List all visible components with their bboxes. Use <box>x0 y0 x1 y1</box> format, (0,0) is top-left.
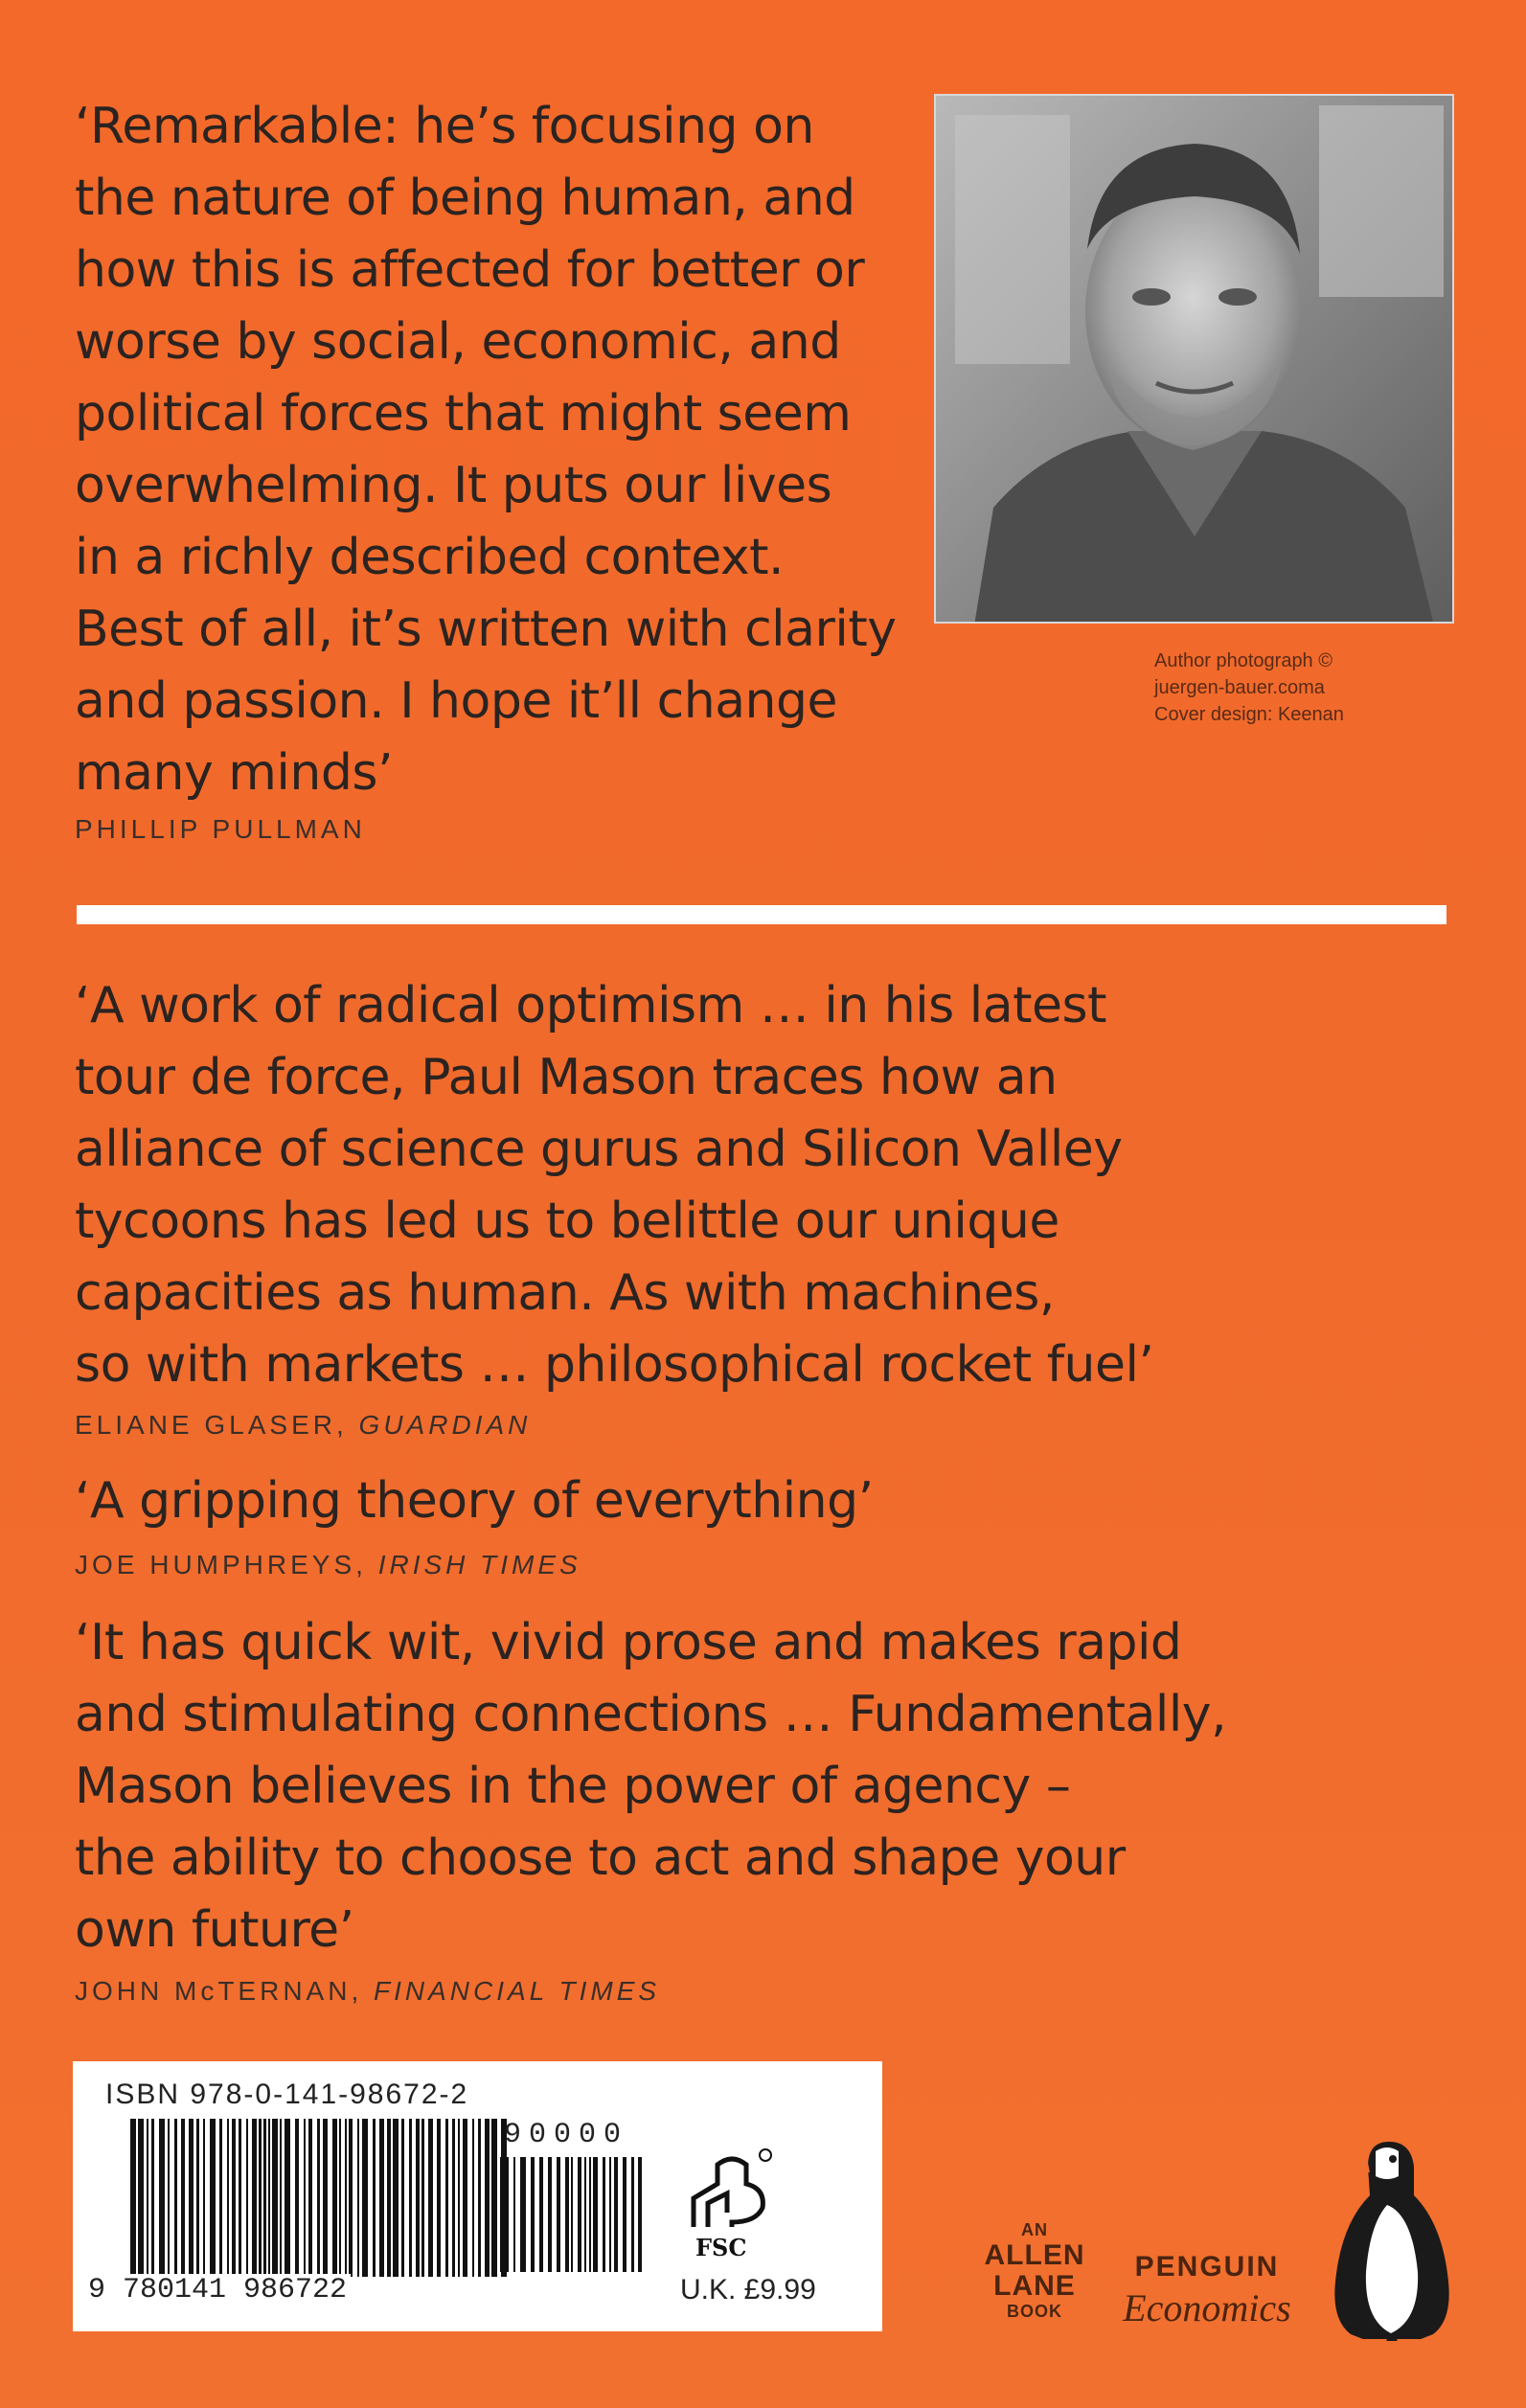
barcode-bar <box>452 2119 455 2277</box>
barcode-bar <box>323 2119 328 2277</box>
barcode-bar <box>174 2119 177 2277</box>
author-photo <box>934 94 1454 624</box>
barcode-bar <box>339 2119 341 2277</box>
barcode-bar <box>345 2119 347 2277</box>
barcode-bar <box>246 2119 248 2277</box>
barcode-bar <box>189 2119 194 2277</box>
divider-rule <box>77 905 1446 924</box>
barcode-bar <box>232 2119 236 2277</box>
allen-lane-allen: ALLEN <box>984 2239 1085 2271</box>
barcode-bar <box>362 2119 368 2277</box>
barcode-bar <box>181 2119 185 2277</box>
barcode-bar <box>401 2119 404 2277</box>
author-photo-image <box>936 96 1454 624</box>
barcode-bar <box>349 2119 353 2277</box>
barcode-bar <box>373 2119 376 2277</box>
attribution-author: PHILLIP PULLMAN <box>75 814 366 844</box>
barcode-bar <box>263 2119 266 2277</box>
penguin-logo-icon <box>1330 2138 1454 2351</box>
price-code: 90000 <box>504 2119 629 2151</box>
barcode-bar <box>472 2119 474 2277</box>
barcode-bar <box>593 2157 598 2272</box>
barcode-bar <box>623 2157 626 2272</box>
penguin-economics-label <box>1102 2251 1312 2330</box>
barcode-bar <box>210 2119 216 2277</box>
barcode-bar <box>304 2119 306 2277</box>
barcode-bar <box>295 2119 299 2277</box>
barcode-bar <box>463 2119 467 2277</box>
barcode-bar <box>458 2119 460 2277</box>
barcode-panel <box>73 2061 882 2331</box>
barcode-bar <box>272 2119 278 2277</box>
barcode-bar <box>151 2119 154 2277</box>
barcode-bar <box>421 2119 424 2277</box>
barcode-bar <box>280 2119 282 2277</box>
barcode-bar <box>589 2157 591 2272</box>
barcode-bar <box>196 2119 199 2277</box>
series-name: Economics <box>1123 2286 1291 2329</box>
barcode-bar <box>614 2157 618 2272</box>
isbn-text: ISBN 978-0-141-98672-2 <box>105 2079 469 2110</box>
barcode-bar <box>409 2119 412 2277</box>
barcode-bar <box>565 2157 569 2272</box>
barcode-bar <box>357 2119 359 2277</box>
attribution-author: ELIANE GLASER, <box>75 1410 359 1440</box>
barcode-bar <box>557 2157 560 2272</box>
barcode-bar <box>252 2119 257 2277</box>
barcode-bar <box>531 2157 535 2272</box>
fsc-tree-logo-icon <box>674 2146 780 2241</box>
attribution-pullman <box>75 814 366 845</box>
photo-credits: Author photograph © juergen-bauer.coma Cover design: Keenan <box>1154 650 1344 725</box>
barcode-bar <box>159 2119 165 2277</box>
barcode-bar <box>571 2157 573 2272</box>
barcode-bar <box>138 2119 144 2277</box>
attribution-source: FINANCIAL TIMES <box>374 1976 661 2006</box>
barcode-bar <box>578 2157 581 2272</box>
allen-lane-book: BOOK <box>1007 2302 1062 2321</box>
barcode-bar <box>513 2157 515 2272</box>
barcode-bar <box>609 2157 611 2272</box>
barcode-bar <box>259 2119 262 2277</box>
penguin-brand: PENGUIN <box>1134 2251 1280 2283</box>
attribution-source: IRISH TIMES <box>377 1550 581 1579</box>
barcode-bar <box>379 2119 384 2277</box>
barcode-bar <box>203 2119 205 2277</box>
allen-lane-lane: LANE <box>993 2270 1076 2302</box>
barcode-bar <box>445 2119 448 2277</box>
attribution-source: GUARDIAN <box>358 1410 532 1440</box>
barcode-bar <box>428 2119 433 2277</box>
barcode-bar <box>317 2119 320 2277</box>
barcode-bar <box>603 2157 605 2272</box>
barcode-bar <box>268 2119 270 2277</box>
barcode-bar <box>631 2157 634 2272</box>
barcode-bar <box>478 2119 481 2277</box>
attribution-author: JOHN McTERNAN, <box>75 1976 374 2006</box>
price: U.K. £9.99 <box>680 2274 816 2306</box>
barcode-bar <box>548 2157 552 2272</box>
barcode-bar <box>219 2119 222 2277</box>
allen-lane-logo <box>977 2220 1092 2322</box>
addon-barcode-icon <box>494 2157 648 2282</box>
barcode-bar <box>416 2119 420 2277</box>
barcode-bar <box>147 2119 148 2277</box>
barcode-bar <box>539 2157 543 2272</box>
barcode-bar <box>285 2119 290 2277</box>
barcode-bar <box>130 2119 136 2277</box>
barcode-bar <box>308 2119 312 2277</box>
barcode-bar <box>387 2119 391 2277</box>
barcode-bar <box>168 2119 170 2277</box>
barcode-bar <box>332 2119 337 2277</box>
attribution-glaser <box>75 1410 531 1441</box>
barcode-bar <box>239 2119 241 2277</box>
barcode-bar <box>393 2119 399 2277</box>
barcode-bar <box>227 2119 229 2277</box>
allen-lane-an: AN <box>1021 2220 1048 2239</box>
barcode-bar <box>494 2157 497 2272</box>
barcode-bar <box>437 2119 441 2277</box>
attribution-humphreys <box>75 1550 581 1580</box>
quote-glaser: ‘A work of radical optimism … in his latest tour de force, Paul Mason traces how an alliance of science gurus and Silicon Valley tycoons has led us to belittle our unique capacities as human. As with machines, so with markets … philosophical rocket fuel’ <box>75 977 1154 1394</box>
barcode-bar <box>504 2157 509 2272</box>
barcode-bar <box>520 2157 526 2272</box>
quote-mcternan: ‘It has quick wit, vivid prose and makes rapid and stimulating connections … Fundamentally, Mason believes in the power of agency – the ability to choose to act and shape your own future’ <box>75 1614 1227 1959</box>
barcode-bar <box>485 2119 490 2277</box>
attribution-mcternan <box>75 1976 660 2007</box>
fsc-label: FSC <box>695 2234 747 2261</box>
barcode-bar <box>584 2157 586 2272</box>
quote-pullman: ‘Remarkable: he’s focusing on the nature of being human, and how this is affected for better or worse by social, economic, and political forces that might seem overwhelming. It puts our lives in a richly described context. Best of all, it’s written with clarity and passion. I hope it’ll change many minds’ <box>75 98 897 802</box>
barcode-bar <box>500 2157 502 2272</box>
barcode-bar <box>638 2157 642 2272</box>
ean-digits: 9 780141 986722 <box>84 2274 351 2306</box>
quote-humphreys: ‘A gripping theory of everything’ <box>75 1472 874 1530</box>
attribution-author: JOE HUMPHREYS, <box>75 1550 378 1579</box>
